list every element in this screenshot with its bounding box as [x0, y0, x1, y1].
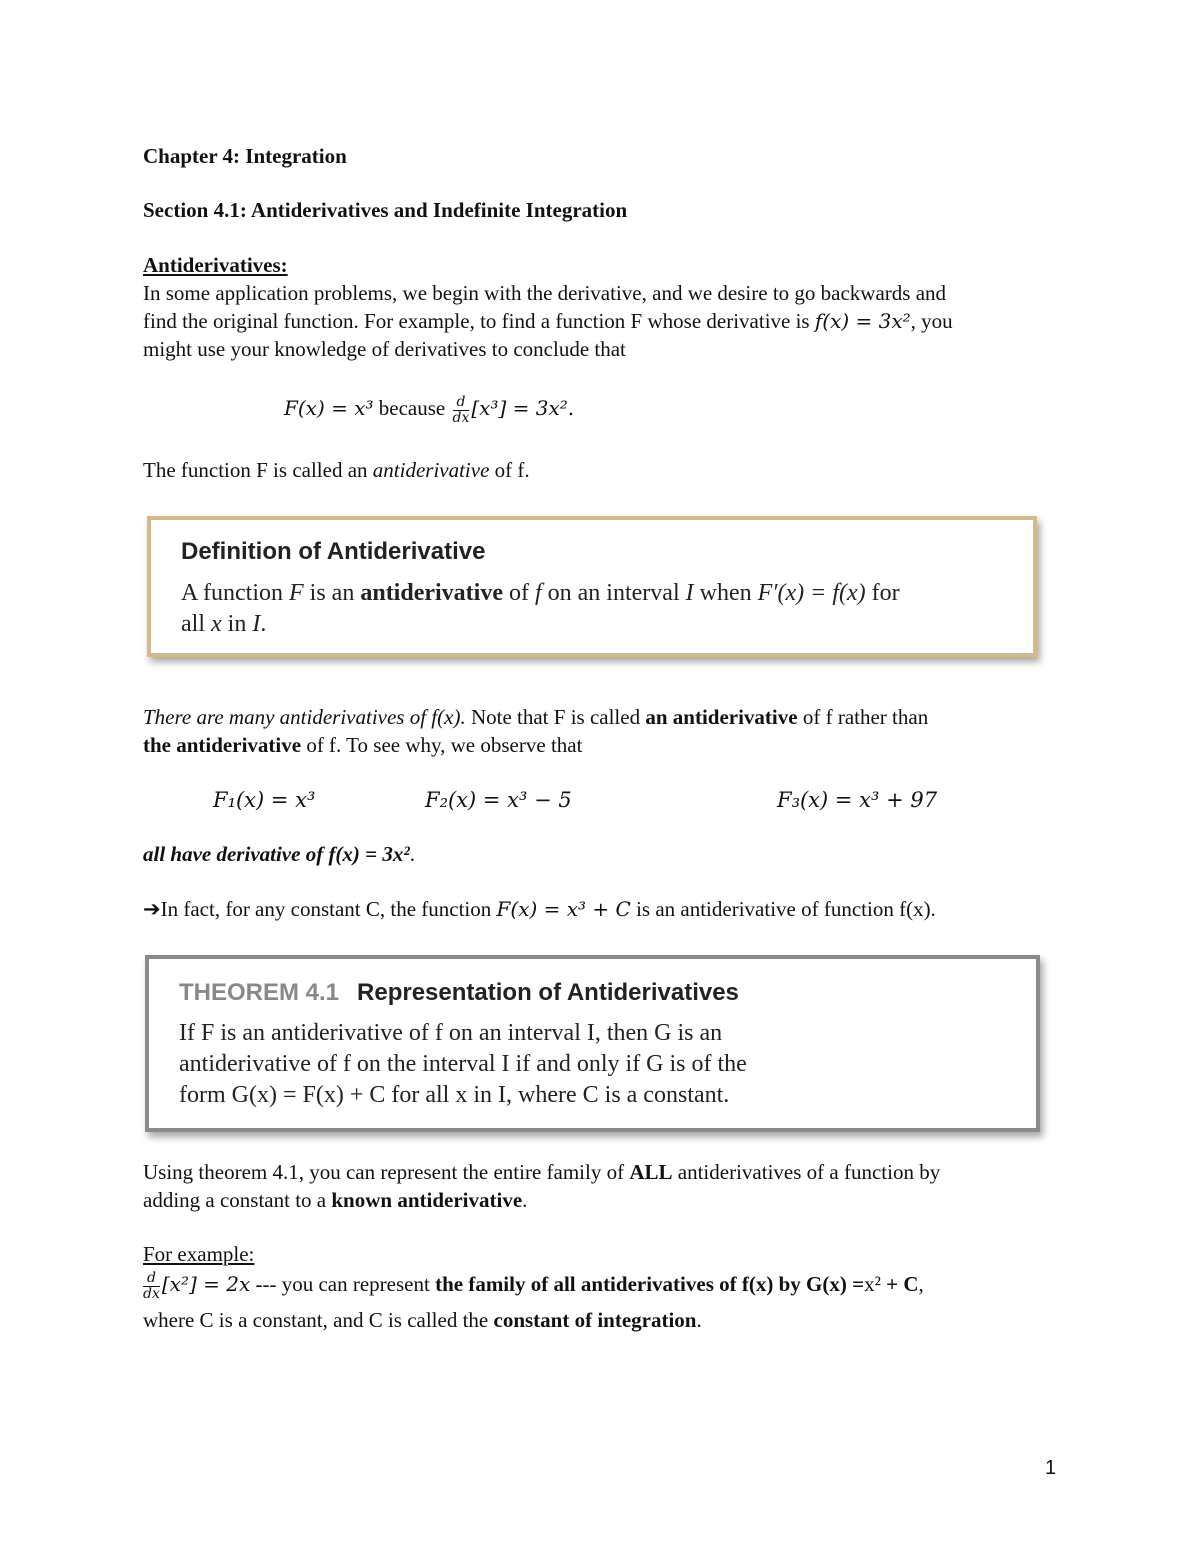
def-text: A function — [181, 580, 289, 606]
theorem-line-2: antiderivative of f on the interval I if and only if G is of the — [179, 1051, 747, 1077]
example-2-text: --- you can represent — [250, 1272, 436, 1296]
theorem-title: Representation of Antiderivatives — [357, 979, 739, 1006]
def-text: of — [502, 580, 535, 606]
in-fact-text: In fact, for any constant C, the function — [160, 897, 497, 921]
def-I: I — [685, 580, 694, 606]
def-text: on an interval — [541, 580, 686, 606]
example-2-text: where C is a constant, and C is called the — [143, 1308, 494, 1332]
def-text: all — [181, 611, 211, 637]
intro-line-2-end: , you — [910, 309, 953, 333]
using-line-1 — [143, 1158, 940, 1186]
antiderivatives-heading: Antiderivatives: — [143, 253, 288, 277]
equation-1-lhs: F(x) = x³ — [284, 396, 374, 420]
function-called-pre: The function F is called an — [143, 458, 373, 482]
using-text: Using theorem 4.1, you can represent the entire family of — [143, 1160, 630, 1184]
using-bold: known antiderivative — [331, 1188, 523, 1212]
arrow-icon: ➔ — [143, 897, 161, 921]
all-have-line — [143, 840, 415, 868]
using-text: antiderivatives of a function by — [672, 1160, 941, 1184]
definition-title: Definition of Antiderivative — [181, 538, 486, 565]
example-2-text: . — [696, 1308, 702, 1332]
all-have-text: all have derivative of f(x) = 3x² — [143, 842, 410, 866]
intro-math-fx: f(x) = 3x² — [814, 309, 911, 333]
many-line-1 — [143, 703, 928, 731]
example-F1: F₁(x) = x³ — [213, 788, 316, 812]
intro-line-2 — [143, 307, 953, 335]
in-fact-math: F(x) = x³ + C — [496, 897, 631, 921]
in-fact-text: is an antiderivative of function f(x). — [630, 897, 936, 921]
intro-line-2-text: find the original function. For example, to find a function F whose derivative is — [143, 309, 815, 333]
def-text: is an — [303, 580, 361, 606]
equation-1-rhs: [x³] = 3x². — [471, 396, 575, 420]
example-2-comma: , — [918, 1272, 924, 1296]
many-bold: the antiderivative — [143, 733, 302, 757]
def-f: f — [534, 580, 542, 606]
equation-1-fraction — [453, 395, 470, 426]
fraction-denominator: dx — [143, 1285, 160, 1302]
example-2-bold-end: + C — [880, 1272, 919, 1296]
def-text: in — [221, 611, 253, 637]
def-text: for — [865, 580, 900, 606]
theorem-heading — [179, 979, 739, 1007]
function-called-italic: antiderivative — [372, 458, 490, 482]
section-title: Section 4.1: Antiderivatives and Indefinite Integration — [143, 198, 628, 222]
for-example-heading: For example: — [143, 1242, 255, 1266]
fraction-numerator: d — [143, 1271, 160, 1287]
theorem-number: THEOREM 4.1 — [179, 979, 340, 1006]
fraction-numerator: d — [453, 395, 470, 411]
def-text: . — [260, 611, 267, 637]
intro-line-3: might use your knowledge of derivatives to conclude that — [143, 337, 626, 361]
many-text: of f. To see why, we observe that — [301, 733, 583, 757]
theorem-box — [145, 955, 1040, 1132]
def-x: x — [211, 611, 222, 637]
fraction-denominator: dx — [452, 409, 470, 426]
many-text: of f rather than — [797, 705, 929, 729]
equation-1 — [284, 394, 574, 426]
all-have-end: . — [409, 842, 415, 866]
using-line-2 — [143, 1186, 527, 1214]
example-2-plain: x² — [864, 1272, 881, 1296]
using-text: . — [522, 1188, 528, 1212]
theorem-line-1: If F is an antiderivative of f on an interval I, then G is an — [179, 1020, 723, 1046]
chapter-title: Chapter 4: Integration — [143, 144, 347, 168]
example-2-bold: constant of integration — [493, 1308, 697, 1332]
example-F2: F₂(x) = x³ − 5 — [425, 788, 572, 812]
page-number: 1 — [1045, 1457, 1057, 1479]
def-text: when — [693, 580, 758, 606]
definition-line-1 — [181, 578, 1021, 609]
many-text: Note that F is called — [465, 705, 646, 729]
many-italic: There are many antiderivatives of f(x). — [143, 705, 466, 729]
example-2-bold: the family of all antiderivatives of f(x) by G(x) = — [435, 1272, 865, 1296]
example-F3: F₃(x) = x³ + 97 — [777, 788, 938, 812]
equation-1-because: because — [373, 396, 451, 420]
definition-body — [181, 578, 1021, 640]
theorem-line-3: form G(x) = F(x) + C for all x in I, where C is a constant. — [179, 1082, 730, 1108]
example-2-math: [x²] = 2x — [161, 1272, 251, 1296]
in-fact-line — [143, 895, 936, 923]
example-2-line-1 — [143, 1270, 924, 1302]
definition-line-2 — [181, 609, 1021, 640]
theorem-body — [179, 1018, 1029, 1111]
def-I: I — [252, 611, 261, 637]
def-bold: antiderivative — [360, 580, 503, 606]
def-F: F — [289, 580, 304, 606]
using-text: adding a constant to a — [143, 1188, 332, 1212]
many-bold: an antiderivative — [645, 705, 798, 729]
example-2-line-2 — [143, 1306, 702, 1334]
function-called-post: of f. — [489, 458, 530, 482]
function-called-line — [143, 456, 530, 484]
many-line-2 — [143, 731, 582, 759]
def-equation: F′(x) = f(x) — [757, 580, 866, 606]
definition-box — [147, 516, 1037, 657]
intro-line-1: In some application problems, we begin with the derivative, and we desire to go backwards and — [143, 281, 947, 305]
using-bold: ALL — [629, 1160, 673, 1184]
example-2-fraction — [143, 1271, 160, 1302]
